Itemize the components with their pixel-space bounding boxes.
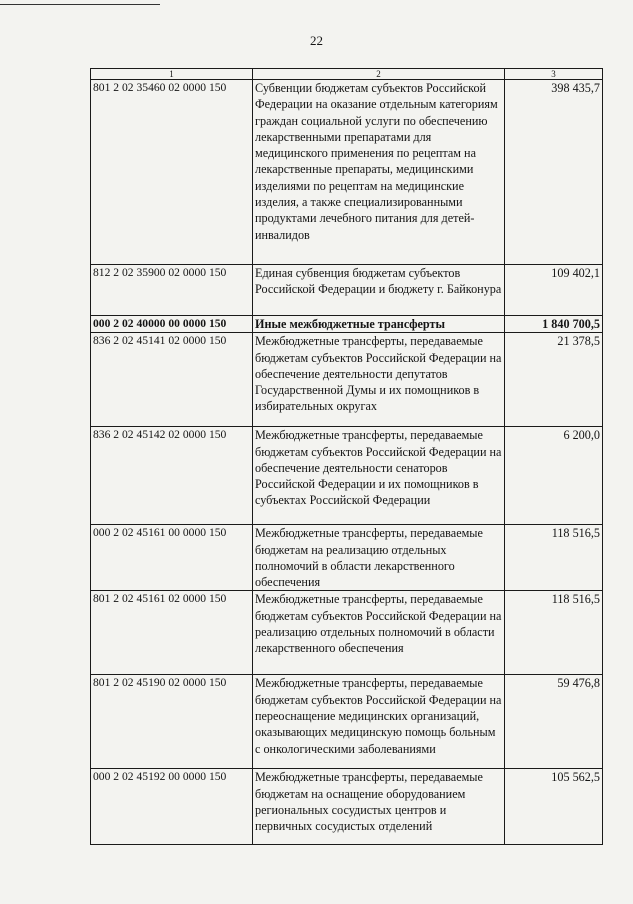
row-amount: 105 562,5 bbox=[505, 769, 603, 845]
row-amount: 118 516,5 bbox=[505, 525, 603, 591]
row-amount: 1 840 700,5 bbox=[505, 316, 603, 333]
top-rule bbox=[0, 4, 160, 5]
table-row bbox=[91, 591, 603, 675]
table-row bbox=[91, 333, 603, 427]
row-name: Единая субвенция бюджетам субъектов Российской Федерации и бюджету г. Байконура bbox=[253, 265, 505, 316]
row-name: Межбюджетные трансферты, передаваемые бюджетам на оснащение оборудованием региональных сосудистых центров и первичных сосудистых отделений bbox=[253, 769, 505, 845]
table-row bbox=[91, 525, 603, 591]
row-name: Межбюджетные трансферты, передаваемые бюджетам субъектов Российской Федерации на обеспечение деятельности депутатов Государственной Думы и их помощников в избирательных округах bbox=[253, 333, 505, 427]
header-col-2: 2 bbox=[253, 69, 505, 80]
table-row bbox=[91, 675, 603, 769]
row-code: 801 2 02 45190 02 0000 150 bbox=[91, 675, 253, 769]
budget-table bbox=[90, 68, 603, 845]
row-code: 836 2 02 45141 02 0000 150 bbox=[91, 333, 253, 427]
table-row-bold bbox=[91, 316, 603, 333]
row-amount: 398 435,7 bbox=[505, 80, 603, 265]
page-number: 22 bbox=[310, 33, 323, 48]
row-code: 000 2 02 40000 00 0000 150 bbox=[91, 316, 253, 333]
table-row bbox=[91, 265, 603, 316]
row-amount: 109 402,1 bbox=[505, 265, 603, 316]
row-name: Межбюджетные трансферты, передаваемые бюджетам субъектов Российской Федерации на обеспечение деятельности сенаторов Российской Федерации и их помощников в субъектах Российской Федерации bbox=[253, 427, 505, 525]
row-name: Межбюджетные трансферты, передаваемые бюджетам на реализацию отдельных полномочий в области лекарственного обеспечения bbox=[253, 525, 505, 591]
row-code: 000 2 02 45192 00 0000 150 bbox=[91, 769, 253, 845]
row-code: 812 2 02 35900 02 0000 150 bbox=[91, 265, 253, 316]
row-name: Межбюджетные трансферты, передаваемые бюджетам субъектов Российской Федерации на переоснащение медицинских организаций, оказывающих медицинскую помощь больным с онкологическими заболеваниями bbox=[253, 675, 505, 769]
table-row bbox=[91, 427, 603, 525]
row-code: 801 2 02 35460 02 0000 150 bbox=[91, 80, 253, 265]
row-amount: 21 378,5 bbox=[505, 333, 603, 427]
row-amount: 6 200,0 bbox=[505, 427, 603, 525]
row-code: 000 2 02 45161 00 0000 150 bbox=[91, 525, 253, 591]
header-col-3: 3 bbox=[505, 69, 603, 80]
header-row bbox=[91, 69, 603, 80]
row-code: 836 2 02 45142 02 0000 150 bbox=[91, 427, 253, 525]
row-name: Межбюджетные трансферты, передаваемые бюджетам субъектов Российской Федерации на реализацию отдельных полномочий в области лекарственного обеспечения bbox=[253, 591, 505, 675]
table-row bbox=[91, 769, 603, 845]
row-amount: 59 476,8 bbox=[505, 675, 603, 769]
row-name: Субвенции бюджетам субъектов Российской Федерации на оказание отдельным категориям граждан социальной услуги по обеспечению лекарственными препаратами для медицинского применения по рецептам на лекарственные препараты, медицинскими изделиями по рецептам на медицинские изделия, а также специализированными продуктами лечебного питания для детей-инвалидов bbox=[253, 80, 505, 265]
table-row bbox=[91, 80, 603, 265]
row-amount: 118 516,5 bbox=[505, 591, 603, 675]
row-code: 801 2 02 45161 02 0000 150 bbox=[91, 591, 253, 675]
header-col-1: 1 bbox=[91, 69, 253, 80]
row-name: Иные межбюджетные трансферты bbox=[253, 316, 505, 333]
